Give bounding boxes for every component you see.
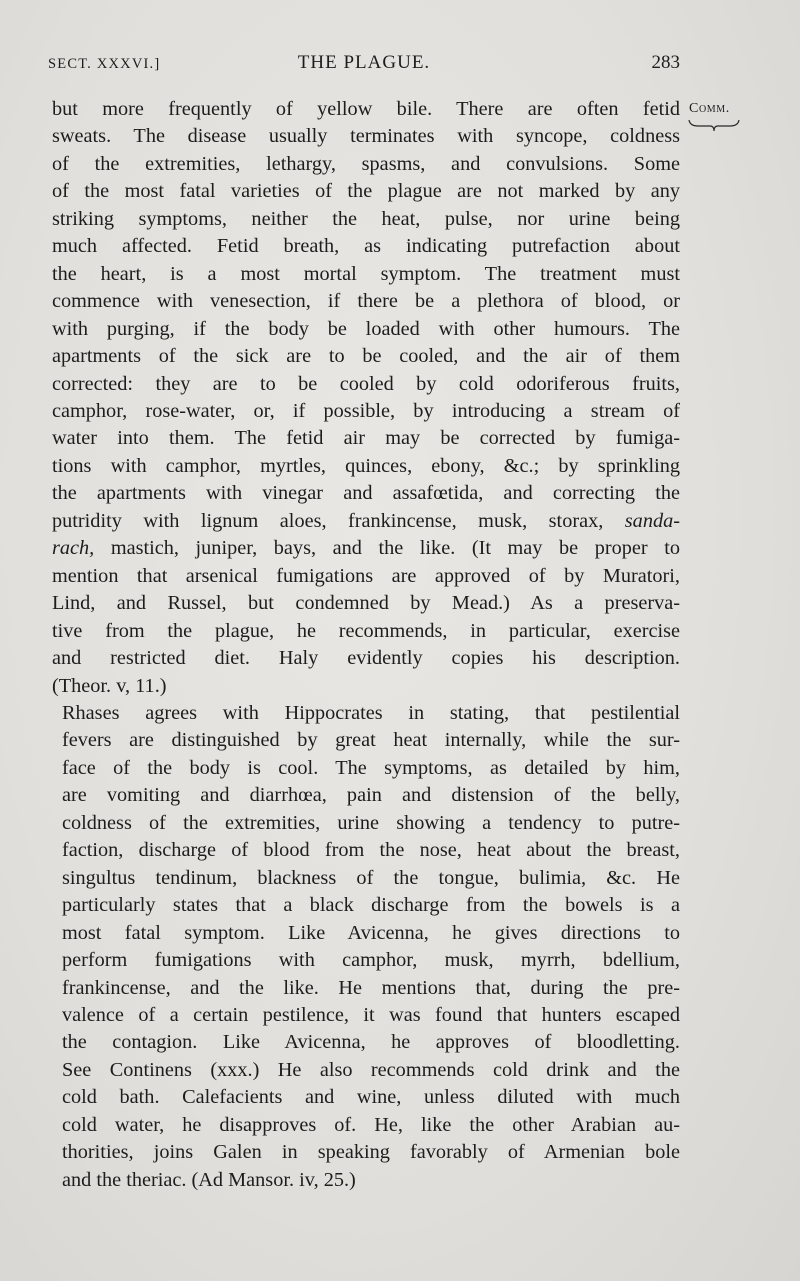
text-line: and the theriac. (Ad Mansor. iv, 25.) <box>62 1168 356 1191</box>
text-line: much affected. Fetid breath, as indicating putrefaction about <box>52 235 680 258</box>
page-title: THE PLAGUE. <box>297 52 431 73</box>
text-line: commence with venesection, if there be a plethora of blood, or <box>52 290 680 313</box>
text-line-mixed <box>52 508 680 535</box>
italic-term: rach, <box>52 537 95 560</box>
text-line: face of the body is cool. The symptoms, as detailed by him, <box>62 756 680 779</box>
body-text <box>52 96 680 1194</box>
text-segment: mastich, juniper, bays, and the like. (It may be proper to <box>110 537 680 560</box>
text-line: mention that arsenical fumigations are approved of by Muratori, <box>52 564 680 587</box>
text-line: but more frequently of yellow bile. There are often fetid <box>52 98 680 120</box>
text-line: camphor, rose-water, or, if possible, by introducing a stream of <box>52 399 680 422</box>
text-line: faction, discharge of blood from the nose, heat about the breast, <box>62 839 680 862</box>
text-line: apartments of the sick are to be cooled, and the air of them <box>52 345 680 368</box>
text-line: corrected: they are to be cooled by cold odoriferous fruits, <box>52 372 680 395</box>
text-line: are vomiting and diarrhœa, pain and distension of the belly, <box>62 784 680 807</box>
text-line: tive from the plague, he recommends, in particular, exercise <box>52 619 680 642</box>
text-line: tions with camphor, myrtles, quinces, ebony, &c.; by sprinkling <box>52 454 680 477</box>
text-line: sweats. The disease usually terminates with syncope, coldness <box>52 125 680 148</box>
text-line: thorities, joins Galen in speaking favorably of Armenian bole <box>62 1141 680 1164</box>
text-line: coldness of the extremities, urine showing a tendency to putre- <box>62 811 680 834</box>
text-line: the heart, is a most mortal symptom. The treatment must <box>52 262 680 285</box>
text-line: frankincense, and the like. He mentions that, during the pre- <box>62 976 680 999</box>
text-line: the contagion. Like Avicenna, he approves of bloodletting. <box>62 1031 680 1054</box>
text-line: and restricted diet. Haly evidently copies his description. <box>52 647 680 670</box>
running-head <box>48 52 680 78</box>
text-line: fevers are distinguished by great heat internally, while the sur- <box>62 729 680 752</box>
text-line: most fatal symptom. Like Avicenna, he gives directions to <box>62 921 680 944</box>
text-line: Rhases agrees with Hippocrates in stating, that pestilential <box>62 701 680 724</box>
text-line: singultus tendinum, blackness of the tongue, bulimia, &c. He <box>62 866 680 889</box>
text-line: the apartments with vinegar and assafœtida, and correcting the <box>52 482 680 505</box>
text-line: particularly states that a black discharge from the bowels is a <box>62 894 680 917</box>
text-line: water into them. The fetid air may be corrected by fumiga- <box>52 427 680 450</box>
paragraph-2 <box>52 700 680 1194</box>
text-line: cold water, he disapproves of. He, like the other Arabian au- <box>62 1113 680 1136</box>
text-line: See Continens (xxx.) He also recommends cold drink and the <box>62 1058 680 1081</box>
italic-term: sanda- <box>624 509 680 532</box>
section-label: SECT. XXXVI.] <box>48 56 161 72</box>
paragraph-1 <box>52 96 680 700</box>
text-line: of the extremities, lethargy, spasms, and convulsions. Some <box>52 152 680 175</box>
margin-note: Comm. <box>689 101 730 116</box>
page-number: 283 <box>651 52 680 73</box>
text-segment: putridity with lignum aloes, frankincense, musk, storax, <box>52 509 604 532</box>
text-line: striking symptoms, neither the heat, pulse, nor urine being <box>52 207 680 230</box>
brace-mark <box>688 118 740 132</box>
text-line: with purging, if the body be loaded with other humours. The <box>52 317 680 340</box>
text-line-mixed <box>52 535 680 562</box>
text-line: valence of a certain pestilence, it was found that hunters escaped <box>62 1003 680 1026</box>
text-line: Lind, and Russel, but condemned by Mead.) As a preserva- <box>52 592 680 615</box>
text-line: perform fumigations with camphor, musk, myrrh, bdellium, <box>62 949 680 972</box>
text-line: cold bath. Calefacients and wine, unless diluted with much <box>62 1086 680 1109</box>
text-line: (Theor. v, 11.) <box>52 674 167 697</box>
text-line: of the most fatal varieties of the plague are not marked by any <box>52 180 680 203</box>
